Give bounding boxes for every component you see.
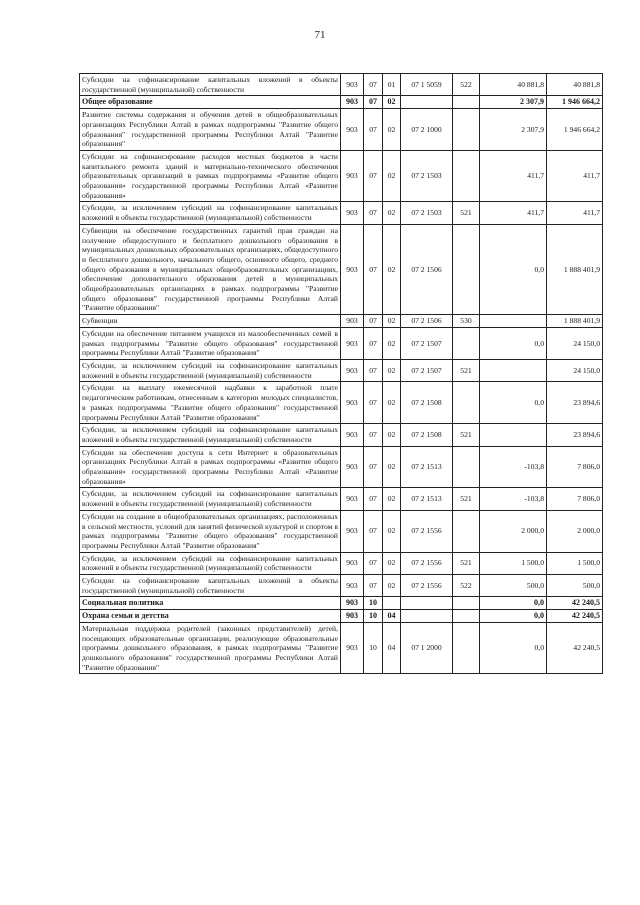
code-section: 10: [364, 597, 383, 610]
amount-change: 2 000,0: [480, 510, 547, 552]
code-ministry: 903: [341, 488, 364, 510]
code-expense-type: [453, 622, 480, 674]
amount-total: 1 946 664,2: [547, 96, 603, 109]
code-section: 07: [364, 575, 383, 597]
code-ministry: 903: [341, 446, 364, 488]
amount-change: [480, 315, 547, 328]
code-expense-type: [453, 610, 480, 623]
code-subsection: 02: [383, 446, 401, 488]
code-target-article: 07 2 1000: [401, 109, 453, 151]
table-row: [80, 109, 603, 151]
amount-change: -103,8: [480, 488, 547, 510]
table-row: [80, 424, 603, 446]
code-section: 10: [364, 610, 383, 623]
code-target-article: 07 1 2000: [401, 622, 453, 674]
code-expense-type: [453, 446, 480, 488]
amount-change: 0,0: [480, 610, 547, 623]
code-subsection: 02: [383, 109, 401, 151]
code-section: 07: [364, 224, 383, 314]
row-description: Субвенции на обеспечение государственных гарантий прав граждан на получение общедоступного и бесплатного дошкольного образования в муниципальных дошкольных образовательных организациях, общедоступного и бесплатного дошкольного, начального общего, основного общего, среднего общего образования в муниципальных общеобразовательных организациях, обеспечение дополнительного образования детей в муниципальных общеобразовательных организациях в рамках подпрограммы "Развитие общего образования" государственной программы Республики Алтай "Развитие образования": [80, 224, 341, 314]
table-row: [80, 382, 603, 424]
code-section: 07: [364, 150, 383, 202]
amount-total: 42 240,5: [547, 622, 603, 674]
code-expense-type: [453, 224, 480, 314]
amount-change: 2 307,9: [480, 96, 547, 109]
code-subsection: 02: [383, 488, 401, 510]
amount-change: 0,0: [480, 382, 547, 424]
code-section: 07: [364, 424, 383, 446]
table-row: [80, 552, 603, 574]
table-row: [80, 327, 603, 359]
code-ministry: 903: [341, 96, 364, 109]
row-description: Общее образование: [80, 96, 341, 109]
amount-change: 411,7: [480, 202, 547, 224]
row-description: Субсидии на создание в общеобразовательных организациях, расположенных в сельской местности, условий для занятий физической культурой и спортом в рамках подпрограммы "Развитие общего образования" государственной программы Республики Алтай "Развитие образования": [80, 510, 341, 552]
amount-total: 7 806,0: [547, 488, 603, 510]
table-row: [80, 150, 603, 202]
code-target-article: 07 2 1506: [401, 315, 453, 328]
code-target-article: 07 2 1556: [401, 510, 453, 552]
code-expense-type: 530: [453, 315, 480, 328]
amount-total: 7 806,0: [547, 446, 603, 488]
code-ministry: 903: [341, 315, 364, 328]
code-section: 07: [364, 552, 383, 574]
code-expense-type: [453, 597, 480, 610]
code-target-article: 07 2 1506: [401, 224, 453, 314]
code-ministry: 903: [341, 382, 364, 424]
code-expense-type: [453, 150, 480, 202]
amount-change: 0,0: [480, 597, 547, 610]
code-ministry: 903: [341, 224, 364, 314]
amount-change: 40 881,8: [480, 74, 547, 96]
code-target-article: 07 2 1507: [401, 327, 453, 359]
code-expense-type: 522: [453, 74, 480, 96]
amount-total: 500,0: [547, 575, 603, 597]
code-target-article: 07 2 1556: [401, 552, 453, 574]
code-expense-type: 521: [453, 488, 480, 510]
amount-total: 24 150,0: [547, 327, 603, 359]
table-row: [80, 359, 603, 381]
amount-total: 23 894,6: [547, 382, 603, 424]
code-expense-type: 522: [453, 575, 480, 597]
amount-total: 1 888 401,9: [547, 315, 603, 328]
code-subsection: 02: [383, 327, 401, 359]
code-target-article: 07 2 1503: [401, 150, 453, 202]
amount-total: 1 946 664,2: [547, 109, 603, 151]
code-target-article: 07 1 5059: [401, 74, 453, 96]
code-section: 07: [364, 488, 383, 510]
code-expense-type: [453, 109, 480, 151]
code-subsection: 02: [383, 224, 401, 314]
code-expense-type: 521: [453, 552, 480, 574]
row-description: Субсидии на обеспечение доступа к сети Интернет в образовательных организациях Республики Алтай в рамках подпрограммы «Развитие общего образования» государственной программы Республики Алтай «Развитие образования»: [80, 446, 341, 488]
code-subsection: 02: [383, 150, 401, 202]
amount-change: 0,0: [480, 327, 547, 359]
table-row: [80, 622, 603, 674]
amount-total: 42 240,5: [547, 610, 603, 623]
code-target-article: 07 2 1508: [401, 424, 453, 446]
amount-total: 24 150,0: [547, 359, 603, 381]
amount-total: 411,7: [547, 150, 603, 202]
code-target-article: 07 2 1503: [401, 202, 453, 224]
code-section: 07: [364, 74, 383, 96]
code-ministry: 903: [341, 610, 364, 623]
amount-total: 23 894,6: [547, 424, 603, 446]
code-subsection: 01: [383, 74, 401, 96]
row-description: Материальная поддержка родителей (законных представителей) детей, посещающих образовательные организации, реализующие образовательные программы дошкольного образования, в рамках подпрограммы "Развитие дошкольного образования" государственной программы Республики Алтай "Развитие образования": [80, 622, 341, 674]
code-ministry: 903: [341, 575, 364, 597]
row-description: Субсидии, за исключением субсидий на софинансирование капитальных вложений в объекты государственной (муниципальной) собственности: [80, 359, 341, 381]
table-row: [80, 315, 603, 328]
code-section: 07: [364, 359, 383, 381]
code-target-article: 07 2 1513: [401, 488, 453, 510]
code-section: 07: [364, 202, 383, 224]
row-description: Субсидии на обеспечение питанием учащихся из малообеспеченных семей в рамках подпрограммы "Развитие общего образования" государственной программы Республики Алтай "Развитие образования": [80, 327, 341, 359]
code-ministry: 903: [341, 424, 364, 446]
row-description: Социальная политика: [80, 597, 341, 610]
table-row: [80, 202, 603, 224]
amount-total: 40 881,8: [547, 74, 603, 96]
code-target-article: [401, 96, 453, 109]
code-subsection: 02: [383, 315, 401, 328]
code-ministry: 903: [341, 109, 364, 151]
amount-total: 1 500,0: [547, 552, 603, 574]
amount-total: 42 240,5: [547, 597, 603, 610]
amount-total: 411,7: [547, 202, 603, 224]
row-description: Охрана семьи и детства: [80, 610, 341, 623]
amount-total: 2 000,0: [547, 510, 603, 552]
table-body: [80, 74, 603, 674]
code-section: 07: [364, 510, 383, 552]
code-subsection: 02: [383, 202, 401, 224]
code-expense-type: 521: [453, 424, 480, 446]
amount-change: 411,7: [480, 150, 547, 202]
amount-change: 2 307,9: [480, 109, 547, 151]
code-section: 07: [364, 382, 383, 424]
code-ministry: 903: [341, 597, 364, 610]
amount-change: [480, 359, 547, 381]
code-target-article: [401, 610, 453, 623]
code-subsection: [383, 597, 401, 610]
row-description: Субсидии на софинансирование расходов местных бюджетов в части капитального ремонта зданий и материально-технического обеспечения образовательных организаций в рамках подпрограммы «Развитие общего образования» государственной программы Республики Алтай «Развитие образования»: [80, 150, 341, 202]
code-ministry: 903: [341, 622, 364, 674]
code-expense-type: [453, 510, 480, 552]
code-expense-type: 521: [453, 359, 480, 381]
table-row: [80, 446, 603, 488]
code-ministry: 903: [341, 510, 364, 552]
amount-change: -103,8: [480, 446, 547, 488]
amount-change: 0,0: [480, 224, 547, 314]
page-number: 71: [314, 29, 326, 41]
row-description: Субсидии, за исключением субсидий на софинансирование капитальных вложений в объекты государственной (муниципальной) собственности: [80, 424, 341, 446]
row-description: Субсидии на софинансирование капитальных вложений в объекты государственной (муниципальной) собственности: [80, 575, 341, 597]
code-section: 07: [364, 315, 383, 328]
code-ministry: 903: [341, 359, 364, 381]
table-row: [80, 224, 603, 314]
amount-change: 500,0: [480, 575, 547, 597]
code-target-article: 07 2 1556: [401, 575, 453, 597]
code-target-article: 07 2 1513: [401, 446, 453, 488]
code-subsection: 02: [383, 96, 401, 109]
code-ministry: 903: [341, 150, 364, 202]
table-row: [80, 610, 603, 623]
row-description: Субсидии, за исключением субсидий на софинансирование капитальных вложений в объекты государственной (муниципальной) собственности: [80, 202, 341, 224]
amount-change: 1 500,0: [480, 552, 547, 574]
row-description: Субсидии на выплату ежемесячной надбавки к заработной плате педагогическим работникам, отнесенным к категории молодых специалистов, в рамках подпрограммы "Развитие общего образования" государственной программы Республики Алтай "Развитие образования": [80, 382, 341, 424]
code-target-article: [401, 597, 453, 610]
code-subsection: 02: [383, 575, 401, 597]
code-ministry: 903: [341, 202, 364, 224]
amount-total: 1 888 401,9: [547, 224, 603, 314]
code-subsection: 04: [383, 622, 401, 674]
code-subsection: 02: [383, 510, 401, 552]
row-description: Субвенции: [80, 315, 341, 328]
table-row: [80, 74, 603, 96]
table-row: [80, 597, 603, 610]
code-subsection: 02: [383, 424, 401, 446]
table-row: [80, 96, 603, 109]
table-row: [80, 575, 603, 597]
code-expense-type: [453, 382, 480, 424]
code-target-article: 07 2 1507: [401, 359, 453, 381]
row-description: Субсидии, за исключением субсидий на софинансирование капитальных вложений в объекты государственной (муниципальной) собственности: [80, 488, 341, 510]
code-section: 07: [364, 96, 383, 109]
budget-table: [79, 73, 603, 674]
code-section: 10: [364, 622, 383, 674]
code-expense-type: [453, 96, 480, 109]
table-row: [80, 510, 603, 552]
row-description: Субсидии, за исключением субсидий на софинансирование капитальных вложений в объекты государственной (муниципальной) собственности: [80, 552, 341, 574]
amount-change: 0,0: [480, 622, 547, 674]
code-ministry: 903: [341, 327, 364, 359]
code-subsection: 02: [383, 359, 401, 381]
amount-change: [480, 424, 547, 446]
code-section: 07: [364, 446, 383, 488]
code-subsection: 04: [383, 610, 401, 623]
code-section: 07: [364, 109, 383, 151]
code-target-article: 07 2 1508: [401, 382, 453, 424]
code-subsection: 02: [383, 552, 401, 574]
code-ministry: 903: [341, 74, 364, 96]
code-expense-type: 521: [453, 202, 480, 224]
code-subsection: 02: [383, 382, 401, 424]
row-description: Развитие системы содержания и обучения детей в общеобразовательных организациях Республики Алтай в рамках подпрограммы "Развитие общего образования" государственной программы Республики Алтай "Развитие образования": [80, 109, 341, 151]
code-section: 07: [364, 327, 383, 359]
table-row: [80, 488, 603, 510]
row-description: Субсидии на софинансирование капитальных вложений в объекты государственной (муниципальной) собственности: [80, 74, 341, 96]
code-expense-type: [453, 327, 480, 359]
code-ministry: 903: [341, 552, 364, 574]
